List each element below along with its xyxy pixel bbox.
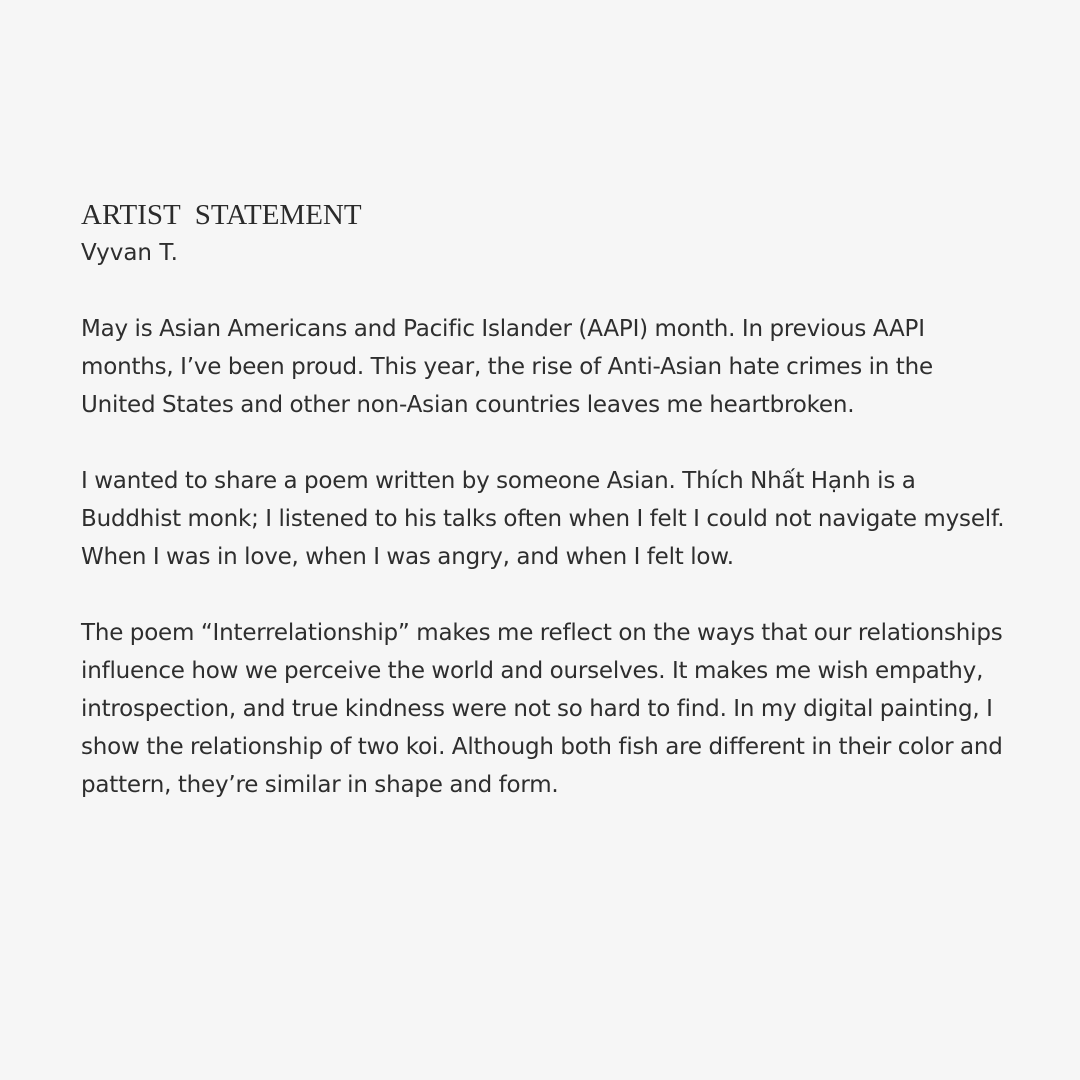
artist-statement <box>81 196 1011 804</box>
paragraph-poem-author: I wanted to share a poem written by someone Asian. Thích Nhất Hạnh is a Buddhist monk; I listened to his talks often when I felt I could not navigate myself. When I was in love, when I was angry, and when I felt low. <box>81 468 1005 570</box>
statement-title: ARTIST STATEMENT <box>81 199 362 231</box>
paragraph-interrelationship: The poem “Interrelationship” makes me reflect on the ways that our relationships influence how we perceive the world and ourselves. It makes me wish empathy, introspection, and true kindness were not so hard to find. In my digital painting, I show the relationship of two koi. Although both fish are different in their color and pattern, they’re similar in shape and form. <box>81 620 1003 798</box>
author-name: Vyvan T. <box>81 240 178 266</box>
paragraph-aapi-month: May is Asian Americans and Pacific Islander (AAPI) month. In previous AAPI months, I’ve been proud. This year, the rise of Anti-Asian hate crimes in the United States and other non-Asian countries leaves me heartbroken. <box>81 316 933 418</box>
